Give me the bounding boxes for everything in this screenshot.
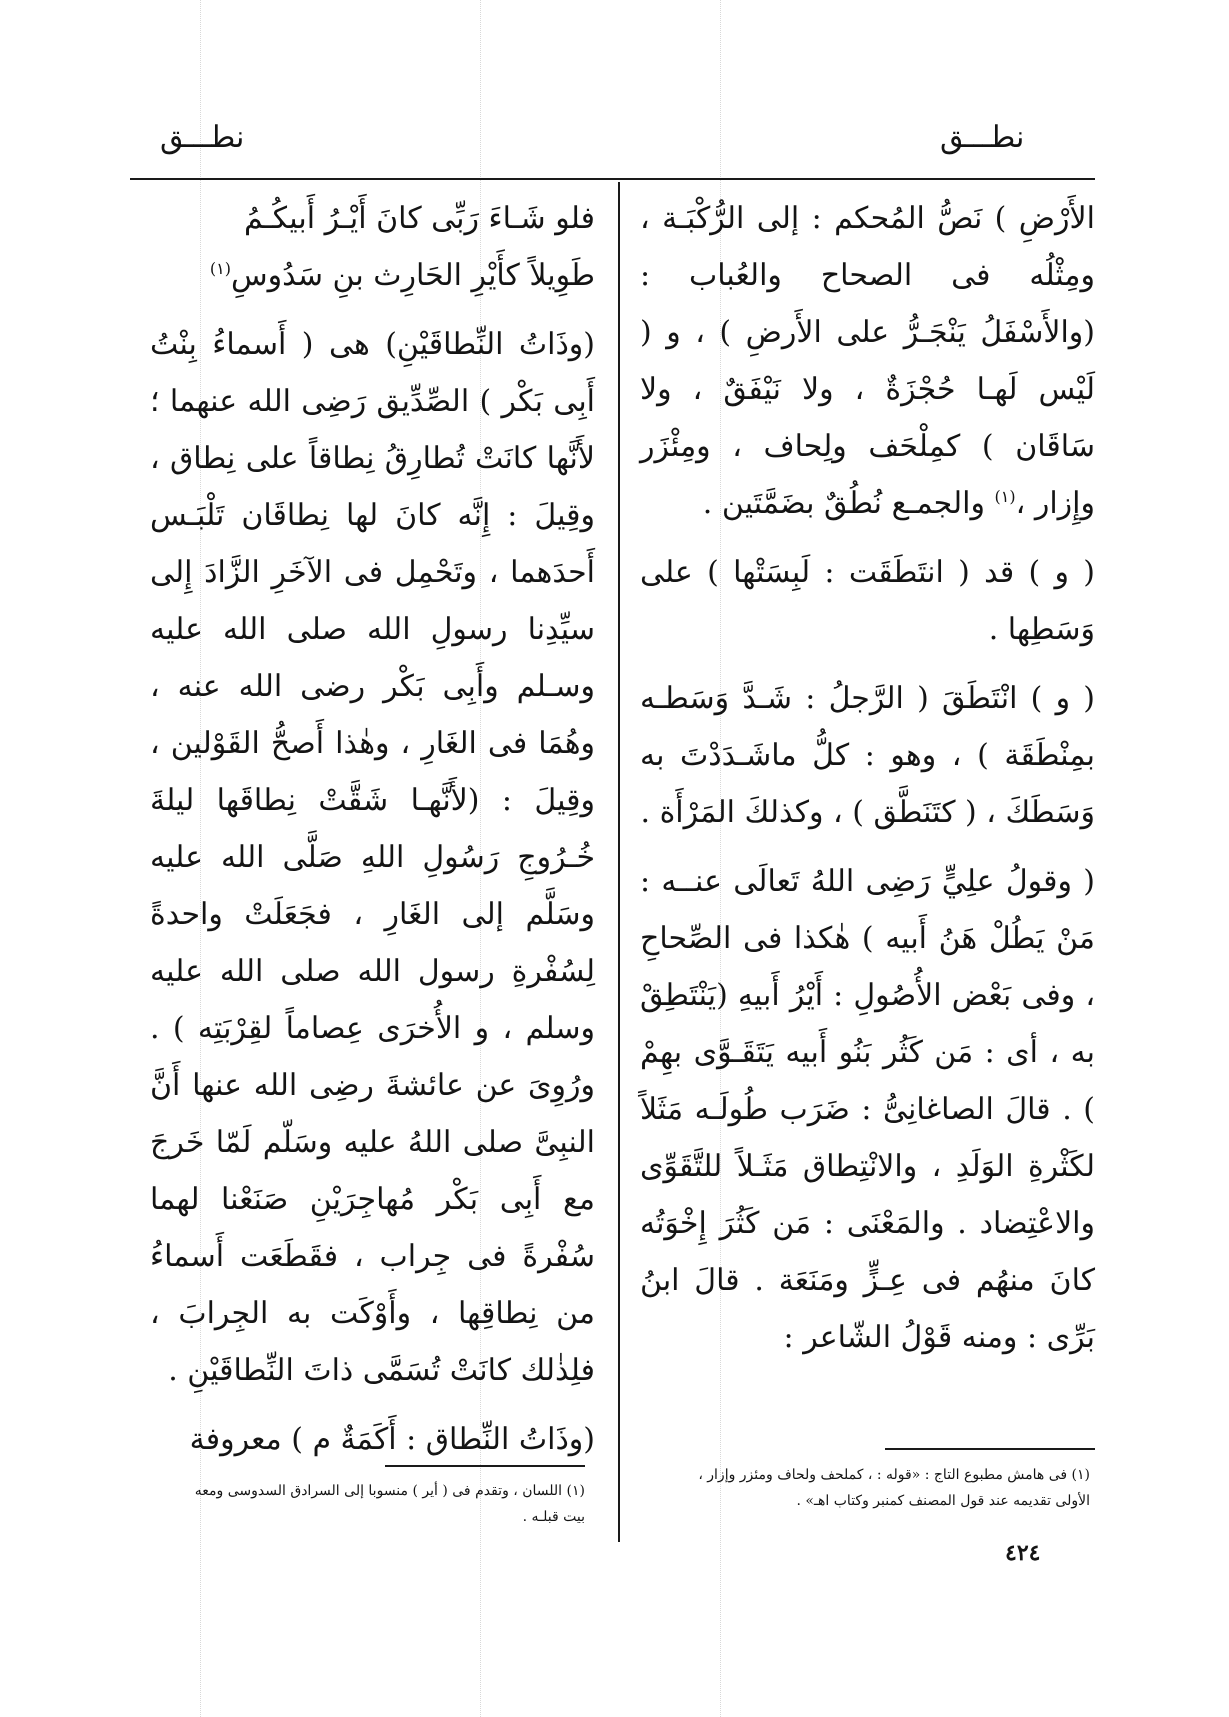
footnote-right: (١) فى هامش مطبوع التاج : «قوله : ، كملحف ولحاف ومئزر وإزار ، الأولى تقديمه عند قول المصنف كمنبر وكتاب اهـ» . (698, 1467, 1090, 1509)
paragraph: (وذَاتُ النِّطاق : أَكَمَةٌ م ) معروفة (189, 1422, 595, 1457)
column-divider (618, 182, 620, 1542)
header-word-left: نطـــق (160, 120, 245, 155)
footnote-rule (385, 1465, 585, 1467)
poem-line (150, 247, 595, 304)
left-column (150, 190, 595, 1480)
poem-line: فلو شَـاءَ رَبِّى كانَ أَيْـرُ أَبيكُـمُ (243, 201, 595, 236)
paragraph-text: الأَرْضِ ) نَصُّ المُحكم : إلى الرُّكْبَـة ، ومِثْلُه فى الصحاح والعُباب : (والأَسْفَلُ يَنْجَـرُّ على الأَرضِ ) ، و ( لَيْس لَهـا حُجْزَةٌ ، ولا نَيْفَقٌ ، ولا سَاقَان ) كمِلْحَف ولِحاف ، ومِئْزَر وإِزار ، (640, 201, 1095, 521)
page-header (0, 110, 1229, 170)
poem-line-text: طَوِيلاً كأَيْرِ الحَارِث بنِ سَدُوسِ (231, 258, 595, 293)
paragraph: (وذَاتُ النِّطاقَيْنِ) هى ( أَسماءُ بِنْتُ أَبِى بَكْر ) الصِّدِّيق رَضِى الله عنهما ؛ لأَنَّها كانَتْ تُطارِقُ نِطاقاً على نِطاق ، وقِيلَ : إِنَّه كانَ لها نِطاقَان تَلْبَـس أَحدَهما ، وتَحْمِل فى الآخَرِ الزَّادَ إِلى سيِّدِنا رسولِ الله صلى الله عليه وسـلم وأَبِى بَكْر رضى الله عنه ، وهُمَا فى الغَارِ ، وهٰذا أَصحُّ القَوْلين ، وقِيلَ : (لأَنَّهـا شَقَّتْ نِطاقَها ليلةَ خُـرُوجِ رَسُولِ اللهِ صَلَّى الله عليه وسَلَّم إلى الغَارِ ، فجَعَلَتْ واحدةً لِسُفْرةِ رسول الله صلى الله عليه وسلم ، و الأُخرَى عِصاماً لقِرْبَتِه ) . ورُوِىَ عن عائشةَ رضِى الله عنها أَنَّ النبِىَّ صلى اللهُ عليه وسَلّم لَمّا خَرجَ مع أَبِى بَكْر مُهاجِرَيْنِ صَنَعْنا لهما سُفْرةً فى جِراب ، فقَطَعَت أَسماءُ من نِطاقِها ، وأَوْكَت به الجِرابَ ، فلِذٰلك كانَتْ تُسَمَّى ذاتَ النِّطاقَيْنِ . (150, 327, 595, 1388)
paragraph: ( وقولُ علِيٍّ رَضِى اللهُ تَعالَى عنــه : مَنْ يَطُلْ هَنُ أَبيه ) هٰكذا فى الصِّحاحِ ، وفى بَعْض الأُصُولِ : أَيْرُ أَبيهِ (يَنْتَطِقْ به ، أى : مَن كَثُر بَنُو أَبيه يَتَقَـوَّى بهِمْ ) . قالَ الصاغانِىُّ : ضَرَب طُولَـه مَثَلاً لكَثْرةِ الوَلَدِ ، والانْتِطاق مَثَـلاً للتَّقَوِّى والاعْتِضاد . والمَعْنَى : مَن كَثُرَ إِخْوَتُه كانَ منهُم فى عِـزٍّ ومَنَعَة . قالَ ابنُ بَرِّى : ومنه قَوْلُ الشّاعر : (640, 864, 1095, 1355)
poem (150, 190, 595, 304)
footnote-marker: (١) (994, 487, 1016, 506)
page-number: ٤٢٤ (1005, 1540, 1041, 1566)
right-column (640, 190, 1095, 1378)
paragraph (640, 190, 1095, 532)
header-rule (130, 178, 1095, 180)
footnote-rule (885, 1448, 1095, 1450)
footnote-left: (١) اللسان ، وتقدم فى ( أير ) منسوبا إلى السرادق السدوسى ومعه بيت قبلـه . (194, 1483, 585, 1525)
paragraph-text: والجمـع نُطُقٌ بضَمَّتَين . (702, 486, 985, 521)
paragraph: ( و ) انْتَطَقَ ( الرَّجلُ : شَـدَّ وَسَطـه بمِنْطَقَة ) ، وهو : كلُّ ماشَـدَدْتَ به وَسَطَكَ ، ( كتَنَطَّق ) ، وكذلكَ المَرْأَة . (640, 681, 1095, 830)
paragraph: ( و ) قد ( انتَطَقَت : لَبِسَتْها ) على وَسَطِها . (640, 555, 1095, 647)
footnote-marker: (١) (209, 259, 232, 278)
header-word-right: نطـــق (940, 120, 1025, 155)
